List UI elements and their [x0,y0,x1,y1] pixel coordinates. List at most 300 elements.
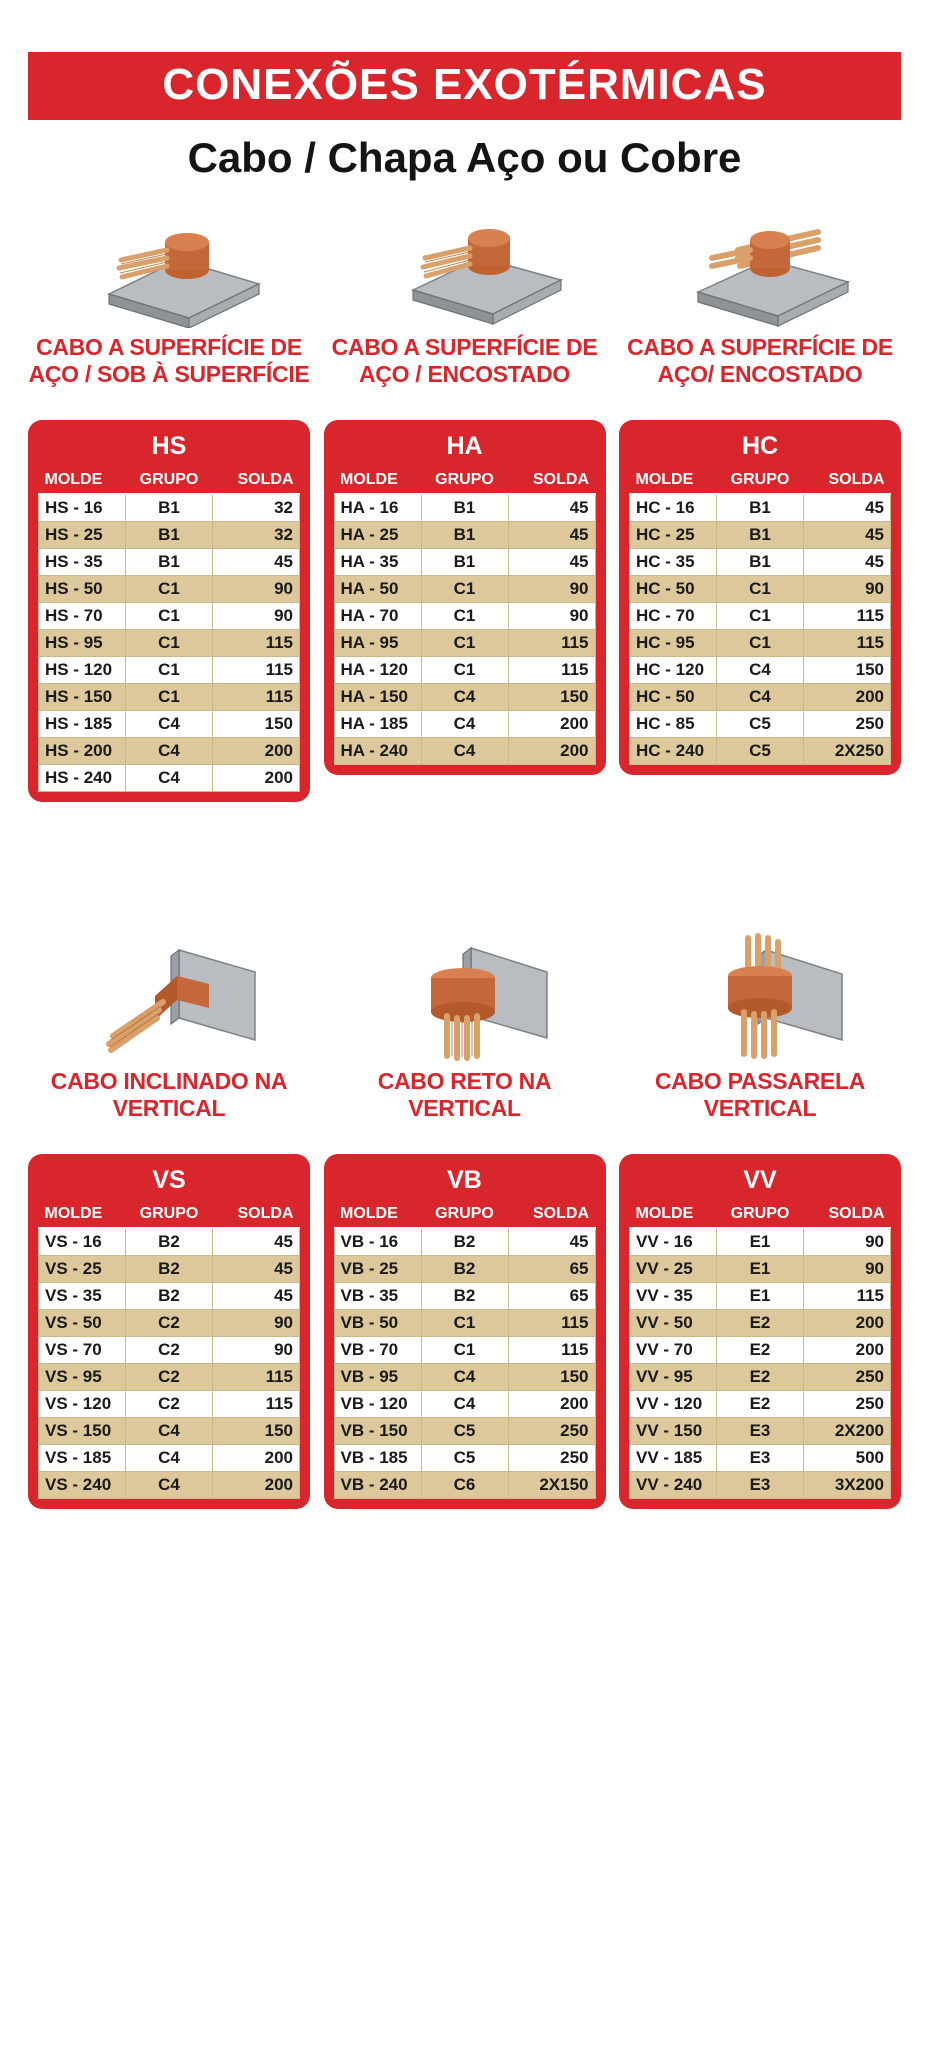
table-card-vs [28,1154,310,1509]
cell-solda: 32 [213,522,300,549]
cell-grupo: C5 [421,1445,508,1472]
cell-molde: VV - 50 [630,1310,717,1337]
top-row [28,188,901,802]
cell-solda: 45 [804,549,891,576]
cell-molde: VV - 240 [630,1472,717,1499]
cell-grupo: B1 [421,494,508,522]
figure-caption: CABO A SUPERFÍCIE DE AÇO / ENCOSTADO [331,334,598,388]
cell-grupo: C1 [421,603,508,630]
cell-grupo: E1 [717,1228,804,1256]
cell-solda: 115 [804,1283,891,1310]
column-header-molde: MOLDE [630,469,717,494]
cell-grupo: E2 [717,1391,804,1418]
column-header-grupo: GRUPO [126,1203,213,1228]
cell-grupo: B2 [126,1228,213,1256]
cell-grupo: C4 [126,711,213,738]
table-card-hs [28,420,310,802]
table-row [39,1472,300,1499]
product-column-ha [324,188,606,775]
cell-solda: 115 [508,1310,595,1337]
table-row [334,1418,595,1445]
table-row [334,1472,595,1499]
cell-grupo: C1 [717,603,804,630]
cell-molde: HC - 120 [630,657,717,684]
column-header-molde: MOLDE [39,469,126,494]
cell-molde: VV - 16 [630,1228,717,1256]
cell-grupo: C4 [421,1391,508,1418]
cell-grupo: E2 [717,1364,804,1391]
inclined-cable-vertical-surface-icon [28,922,310,1062]
cell-molde: HC - 85 [630,711,717,738]
table-row [334,1228,595,1256]
table-row [334,711,595,738]
column-header-solda: SOLDA [508,469,595,494]
cell-grupo: C4 [717,684,804,711]
cell-solda: 250 [508,1445,595,1472]
table-row [630,711,891,738]
cell-molde: HS - 95 [39,630,126,657]
table-row [630,1418,891,1445]
cell-solda: 200 [804,1337,891,1364]
cell-grupo: C4 [126,1472,213,1499]
table-row [334,1391,595,1418]
cell-solda: 45 [804,522,891,549]
column-header-molde: MOLDE [630,1203,717,1228]
column-header-grupo: GRUPO [717,469,804,494]
section-spacer [28,802,901,922]
column-header-grupo: GRUPO [717,1203,804,1228]
table-row [630,630,891,657]
page-subtitle: Cabo / Chapa Aço ou Cobre [187,134,742,182]
cell-grupo: C1 [421,630,508,657]
table-header-row [39,469,300,494]
table-row [334,576,595,603]
table-row [630,549,891,576]
table-row [39,1283,300,1310]
table-row [334,549,595,576]
cell-solda: 200 [213,1445,300,1472]
mold-table [38,1203,300,1499]
cell-solda: 250 [508,1418,595,1445]
table-row [39,1228,300,1256]
product-column-hc [619,188,901,775]
table-row [630,738,891,765]
table-row [334,494,595,522]
table-row [630,603,891,630]
cell-grupo: C1 [126,657,213,684]
table-row [39,1391,300,1418]
table-row [630,1364,891,1391]
cell-grupo: C4 [421,711,508,738]
cell-grupo: B1 [717,549,804,576]
table-row [630,684,891,711]
table-row [630,522,891,549]
cell-solda: 200 [213,1472,300,1499]
table-header-row [39,1203,300,1228]
cell-molde: HA - 70 [334,603,421,630]
cell-molde: VV - 25 [630,1256,717,1283]
product-column-vs [28,922,310,1509]
cell-solda: 500 [804,1445,891,1472]
table-card-hc [619,420,901,775]
column-header-molde: MOLDE [334,1203,421,1228]
cell-solda: 90 [804,1228,891,1256]
table-row [630,576,891,603]
cell-molde: VS - 120 [39,1391,126,1418]
table-row [39,494,300,522]
mold-table [629,1203,891,1499]
table-row [630,1256,891,1283]
cell-solda: 65 [508,1256,595,1283]
cell-grupo: C1 [126,576,213,603]
cell-molde: HA - 240 [334,738,421,765]
cell-molde: HS - 35 [39,549,126,576]
figure-caption: CABO RETO NA VERTICAL [377,1068,552,1122]
cell-molde: VS - 16 [39,1228,126,1256]
table-title: VB [447,1166,482,1195]
cell-grupo: C1 [421,1310,508,1337]
cell-grupo: B1 [421,549,508,576]
table-card-ha [324,420,606,775]
column-header-grupo: GRUPO [126,469,213,494]
table-row [630,1283,891,1310]
table-title: HS [151,432,187,461]
column-header-solda: SOLDA [508,1203,595,1228]
cell-solda: 150 [508,1364,595,1391]
cell-molde: HC - 70 [630,603,717,630]
cell-solda: 32 [213,494,300,522]
cell-molde: VV - 185 [630,1445,717,1472]
table-row [39,765,300,792]
column-header-solda: SOLDA [213,469,300,494]
cell-molde: VS - 50 [39,1310,126,1337]
cell-solda: 90 [804,1256,891,1283]
cell-molde: VB - 95 [334,1364,421,1391]
cell-molde: VS - 95 [39,1364,126,1391]
cell-molde: HS - 150 [39,684,126,711]
cell-grupo: B2 [421,1228,508,1256]
table-row [334,1445,595,1472]
table-row [630,1445,891,1472]
table-title: HC [741,432,779,461]
cell-solda: 90 [213,1310,300,1337]
cell-molde: VS - 240 [39,1472,126,1499]
cell-grupo: B1 [126,522,213,549]
table-title: VV [743,1166,777,1195]
cell-grupo: C4 [421,738,508,765]
cell-molde: HS - 200 [39,738,126,765]
cell-solda: 90 [213,1337,300,1364]
cell-solda: 200 [508,738,595,765]
cell-solda: 250 [804,1364,891,1391]
table-header-row [630,469,891,494]
column-header-solda: SOLDA [213,1203,300,1228]
cell-grupo: C5 [717,711,804,738]
cell-solda: 45 [804,494,891,522]
cell-solda: 90 [213,576,300,603]
cell-solda: 150 [508,684,595,711]
cell-solda: 2X250 [804,738,891,765]
table-header-row [334,469,595,494]
table-row [39,1256,300,1283]
cell-molde: HA - 50 [334,576,421,603]
cell-grupo: E1 [717,1256,804,1283]
cell-solda: 90 [508,603,595,630]
cell-molde: VB - 120 [334,1391,421,1418]
cell-grupo: C1 [421,657,508,684]
cell-solda: 90 [804,576,891,603]
cell-solda: 45 [213,1228,300,1256]
cell-solda: 115 [804,603,891,630]
cell-solda: 115 [213,630,300,657]
cell-solda: 200 [804,1310,891,1337]
table-row [39,1337,300,1364]
cell-grupo: E3 [717,1418,804,1445]
table-row [334,1256,595,1283]
cell-grupo: C1 [421,1337,508,1364]
table-row [39,1445,300,1472]
table-row [630,657,891,684]
cell-molde: VV - 35 [630,1283,717,1310]
cell-grupo: C5 [717,738,804,765]
table-row [334,1310,595,1337]
cell-grupo: C4 [126,765,213,792]
figure-caption: CABO A SUPERFÍCIE DE AÇO / SOB À SUPERFÍCIE [28,334,310,388]
page-title: CONEXÕES EXOTÉRMICAS [28,52,901,120]
straight-cable-vertical-surface-icon [324,922,606,1062]
cell-molde: VV - 95 [630,1364,717,1391]
mold-table [334,1203,596,1499]
cell-molde: VB - 25 [334,1256,421,1283]
cell-grupo: E2 [717,1337,804,1364]
table-row [630,1391,891,1418]
cell-solda: 45 [213,1283,300,1310]
cell-grupo: B2 [421,1256,508,1283]
cell-molde: HS - 120 [39,657,126,684]
table-row [334,1283,595,1310]
cable-to-steel-surface-abutted-icon [324,188,606,328]
cell-solda: 45 [508,1228,595,1256]
cell-molde: HA - 150 [334,684,421,711]
cell-molde: HC - 35 [630,549,717,576]
column-header-molde: MOLDE [334,469,421,494]
cell-molde: HC - 50 [630,684,717,711]
cell-molde: VB - 50 [334,1310,421,1337]
product-column-vb [324,922,606,1509]
figure-caption: CABO PASSARELA VERTICAL [654,1068,866,1122]
column-header-solda: SOLDA [804,469,891,494]
cell-molde: HS - 16 [39,494,126,522]
cell-molde: VB - 70 [334,1337,421,1364]
cell-solda: 200 [804,684,891,711]
cell-molde: HS - 50 [39,576,126,603]
cell-molde: VB - 16 [334,1228,421,1256]
cell-solda: 200 [508,711,595,738]
cell-solda: 3X200 [804,1472,891,1499]
table-title: VS [152,1166,186,1195]
product-column-hs [28,188,310,802]
cell-solda: 115 [508,630,595,657]
cell-molde: HS - 25 [39,522,126,549]
cell-grupo: B1 [717,494,804,522]
cell-molde: HC - 16 [630,494,717,522]
cell-grupo: B2 [126,1283,213,1310]
cell-grupo: C1 [126,603,213,630]
cell-solda: 150 [804,657,891,684]
cell-grupo: C2 [126,1310,213,1337]
cell-grupo: C1 [421,576,508,603]
cell-molde: HA - 95 [334,630,421,657]
cell-grupo: E1 [717,1283,804,1310]
cell-molde: HS - 185 [39,711,126,738]
cell-molde: HC - 50 [630,576,717,603]
cell-solda: 115 [508,1337,595,1364]
cell-molde: VV - 120 [630,1391,717,1418]
cell-molde: HC - 95 [630,630,717,657]
cell-solda: 45 [508,522,595,549]
cell-molde: VB - 35 [334,1283,421,1310]
cell-molde: VS - 70 [39,1337,126,1364]
cell-grupo: B1 [126,549,213,576]
mold-table [629,469,891,765]
cell-molde: HA - 185 [334,711,421,738]
column-header-solda: SOLDA [804,1203,891,1228]
cell-solda: 250 [804,711,891,738]
cell-solda: 115 [508,657,595,684]
cell-solda: 65 [508,1283,595,1310]
cell-grupo: C4 [126,738,213,765]
table-row [39,711,300,738]
table-row [334,1337,595,1364]
mold-table [38,469,300,792]
cell-molde: VS - 25 [39,1256,126,1283]
table-title: HA [446,432,483,461]
table-row [39,603,300,630]
pass-through-cable-vertical-surface-icon [619,922,901,1062]
cell-grupo: B2 [126,1256,213,1283]
figure-caption: CABO A SUPERFÍCIE DE AÇO/ ENCOSTADO [627,334,893,388]
cell-solda: 115 [213,1391,300,1418]
table-row [39,576,300,603]
cell-solda: 250 [804,1391,891,1418]
cell-solda: 200 [213,765,300,792]
cell-solda: 2X200 [804,1418,891,1445]
table-row [334,1364,595,1391]
cable-to-steel-surface-under-icon [28,188,310,328]
cell-molde: HS - 70 [39,603,126,630]
cell-grupo: B1 [126,494,213,522]
cell-solda: 90 [213,603,300,630]
table-row [630,1472,891,1499]
poster-page [0,52,929,2047]
table-row [39,522,300,549]
cell-solda: 90 [508,576,595,603]
cell-solda: 115 [213,1364,300,1391]
cell-grupo: B2 [421,1283,508,1310]
cell-molde: VS - 185 [39,1445,126,1472]
table-row [39,684,300,711]
bottom-row [28,922,901,1509]
table-row [39,549,300,576]
cell-grupo: C6 [421,1472,508,1499]
cell-solda: 200 [213,738,300,765]
cell-solda: 45 [213,549,300,576]
table-row [334,738,595,765]
cell-grupo: E3 [717,1445,804,1472]
table-row [39,1364,300,1391]
cell-grupo: C1 [126,684,213,711]
cell-solda: 115 [804,630,891,657]
product-column-vv [619,922,901,1509]
cell-molde: VS - 35 [39,1283,126,1310]
cell-solda: 200 [508,1391,595,1418]
cell-grupo: E3 [717,1472,804,1499]
table-row [39,657,300,684]
mold-table [334,469,596,765]
cell-grupo: E2 [717,1310,804,1337]
cell-grupo: C1 [717,630,804,657]
table-row [334,603,595,630]
table-row [630,1337,891,1364]
cable-through-steel-surface-icon [619,188,901,328]
table-row [39,1310,300,1337]
table-row [334,522,595,549]
cell-molde: HA - 35 [334,549,421,576]
table-row [334,684,595,711]
table-row [39,630,300,657]
cell-grupo: C5 [421,1418,508,1445]
figure-caption: CABO INCLINADO NA VERTICAL [50,1068,288,1122]
cell-molde: HA - 120 [334,657,421,684]
cell-solda: 45 [508,549,595,576]
cell-solda: 2X150 [508,1472,595,1499]
table-row [630,1228,891,1256]
cell-grupo: C2 [126,1337,213,1364]
table-row [39,738,300,765]
table-row [630,1310,891,1337]
cell-molde: VV - 70 [630,1337,717,1364]
cell-molde: VB - 150 [334,1418,421,1445]
cell-grupo: B1 [421,522,508,549]
cell-grupo: C4 [421,1364,508,1391]
table-card-vb [324,1154,606,1509]
cell-grupo: C4 [126,1445,213,1472]
table-header-row [630,1203,891,1228]
table-row [39,1418,300,1445]
table-row [630,494,891,522]
table-card-vv [619,1154,901,1509]
column-header-grupo: GRUPO [421,469,508,494]
cell-solda: 45 [508,494,595,522]
cell-molde: HA - 16 [334,494,421,522]
cell-grupo: B1 [717,522,804,549]
column-header-molde: MOLDE [39,1203,126,1228]
table-row [334,630,595,657]
cell-grupo: C1 [717,576,804,603]
cell-solda: 115 [213,684,300,711]
cell-grupo: C1 [126,630,213,657]
cell-molde: HS - 240 [39,765,126,792]
table-row [334,657,595,684]
cell-grupo: C4 [717,657,804,684]
cell-solda: 150 [213,1418,300,1445]
cell-molde: VV - 150 [630,1418,717,1445]
cell-molde: VS - 150 [39,1418,126,1445]
table-header-row [334,1203,595,1228]
cell-solda: 150 [213,711,300,738]
column-header-grupo: GRUPO [421,1203,508,1228]
cell-solda: 45 [213,1256,300,1283]
